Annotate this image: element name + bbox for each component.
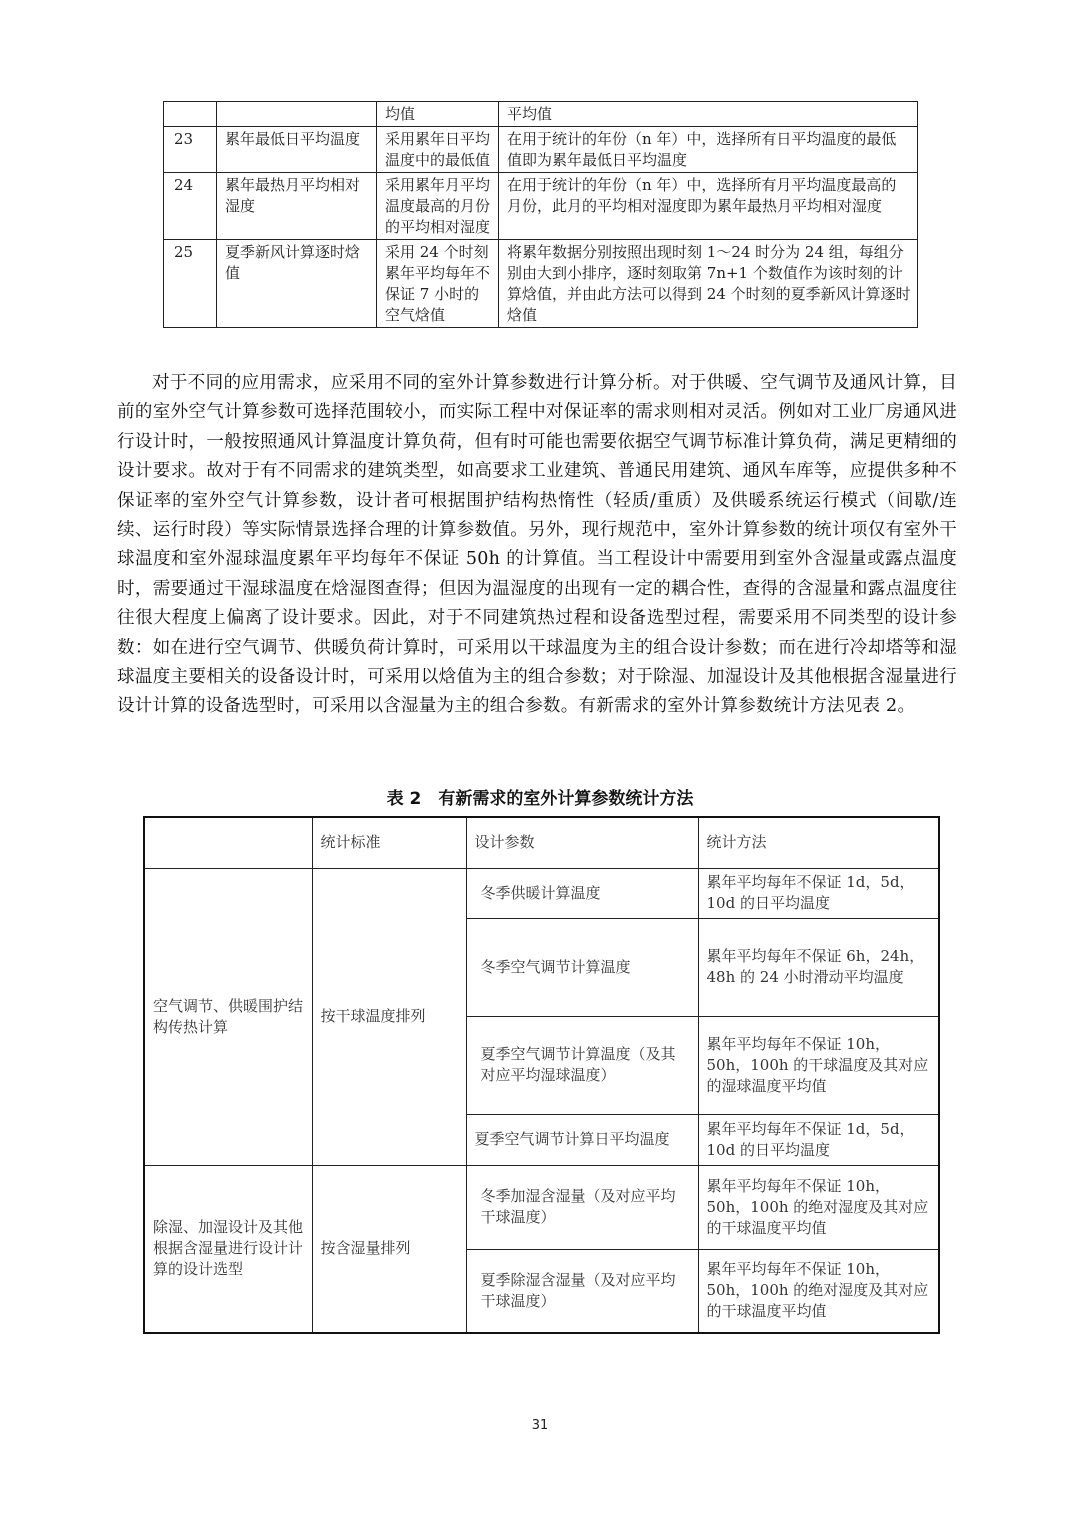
table-row (164, 173, 918, 240)
category-cell: 空气调节、供暖围护结构传热计算 (144, 868, 312, 1165)
body-paragraph: 对于不同的应用需求，应采用不同的室外计算参数进行计算分析。对于供暖、空气调节及通风计算，目前的室外空气计算参数可选择范围较小，而实际工程中对保证率的需求则相对灵活。例如对工业厂房通风进行设计时，一般按照通风计算温度计算负荷，但有时可能也需要依据空气调节标准计算负荷，满足更精细的设计要求。故对于有不同需求的建筑类型，如高要求工业建筑、普通民用建筑、通风车库等，应提供多种不保证率的室外空气计算参数，设计者可根据围护结构热惰性（轻质/重质）及供暖系统运行模式（间歇/连续、运行时段）等实际情景选择合理的计算参数值。另外，现行规范中，室外计算参数的统计项仅有室外干球温度和室外湿球温度累年平均每年不保证 50h 的计算值。当工程设计中需要用到室外含湿量或露点温度时，需要通过干湿球温度在焓湿图查得；但因为温湿度的出现有一定的耦合性，查得的含湿量和露点温度往往很大程度上偏离了设计要求。因此，对于不同建筑热过程和设备选型过程，需要采用不同类型的设计参数：如在进行空气调节、供暖负荷计算时，可采用以干球温度为主的组合设计参数；而在进行冷却塔等和湿球温度主要相关的设备设计时，可采用以焓值为主的组合参数；对于除湿、加湿设计及其他根据含湿量进行设计计算的设备选型时，可采用以含湿量为主的组合参数。有新需求的室外计算参数统计方法见表 2。 (117, 373, 957, 717)
method-cell: 累年平均每年不保证 1d，5d，10d 的日平均温度 (698, 868, 939, 918)
param-cell: 夏季空气调节计算日平均温度 (466, 1114, 698, 1165)
table-1-continuation (163, 101, 918, 328)
table-cell (164, 102, 217, 127)
method-cell: 累年平均每年不保证 6h，24h，48h 的 24 小时滑动平均温度 (698, 918, 939, 1016)
item-name: 夏季新风计算逐时焓值 (217, 240, 377, 328)
param-cell: 夏季空气调节计算温度（及其对应平均湿球温度） (466, 1016, 698, 1114)
table-row (144, 868, 939, 918)
header-cell: 统计方法 (698, 817, 939, 868)
table-header-row (144, 817, 939, 868)
page-number: 31 (531, 1418, 549, 1433)
table-cell: 平均值 (499, 102, 918, 127)
item-name: 累年最热月平均相对湿度 (217, 173, 377, 240)
method-cell: 累年平均每年不保证 10h，50h，100h 的绝对湿度及其对应的干球温度平均值 (698, 1165, 939, 1249)
standard-cell: 按含湿量排列 (312, 1165, 466, 1333)
standard-cell: 按干球温度排列 (312, 868, 466, 1165)
table-cell (217, 102, 377, 127)
table-row (164, 102, 918, 127)
item-method: 将累年数据分别按照出现时刻 1～24 时分为 24 组，每组分别由大到小排序，逐时刻取第 7n+1 个数值作为该时刻的计算焓值，并由此方法可以得到 24 个时刻的夏季新风计算逐时焓值 (499, 240, 918, 328)
method-cell: 累年平均每年不保证 10h，50h，100h 的干球温度及其对应的湿球温度平均值 (698, 1016, 939, 1114)
row-number: 23 (164, 127, 217, 173)
row-number: 24 (164, 173, 217, 240)
row-number: 25 (164, 240, 217, 328)
param-cell: 冬季空气调节计算温度 (466, 918, 698, 1016)
header-cell: 统计标准 (312, 817, 466, 868)
header-cell (144, 817, 312, 868)
param-cell: 冬季供暖计算温度 (466, 868, 698, 918)
method-cell: 累年平均每年不保证 1d，5d，10d 的日平均温度 (698, 1114, 939, 1165)
item-definition: 采用累年日平均温度中的最低值 (377, 127, 499, 173)
param-cell: 冬季加湿含湿量（及对应平均干球温度） (466, 1165, 698, 1249)
item-definition: 采用累年月平均温度最高的月份的平均相对湿度 (377, 173, 499, 240)
item-method: 在用于统计的年份（n 年）中，选择所有日平均温度的最低值即为累年最低日平均温度 (499, 127, 918, 173)
header-cell: 设计参数 (466, 817, 698, 868)
table-row (164, 127, 918, 173)
method-cell: 累年平均每年不保证 10h，50h，100h 的绝对湿度及其对应的干球温度平均值 (698, 1249, 939, 1333)
table-row (144, 1165, 939, 1249)
item-definition: 采用 24 个时刻累年平均每年不保证 7 小时的空气焓值 (377, 240, 499, 328)
item-method: 在用于统计的年份（n 年）中，选择所有月平均温度最高的月份，此月的平均相对湿度即为累年最热月平均相对湿度 (499, 173, 918, 240)
item-name: 累年最低日平均温度 (217, 127, 377, 173)
param-cell: 夏季除湿含湿量（及对应平均干球温度） (466, 1249, 698, 1333)
table-2-caption: 表 2 有新需求的室外计算参数统计方法 (386, 789, 694, 809)
table-cell: 均值 (377, 102, 499, 127)
table-2 (143, 816, 940, 1334)
category-cell: 除湿、加湿设计及其他根据含湿量进行设计计算的设计选型 (144, 1165, 312, 1333)
table-row (164, 240, 918, 328)
